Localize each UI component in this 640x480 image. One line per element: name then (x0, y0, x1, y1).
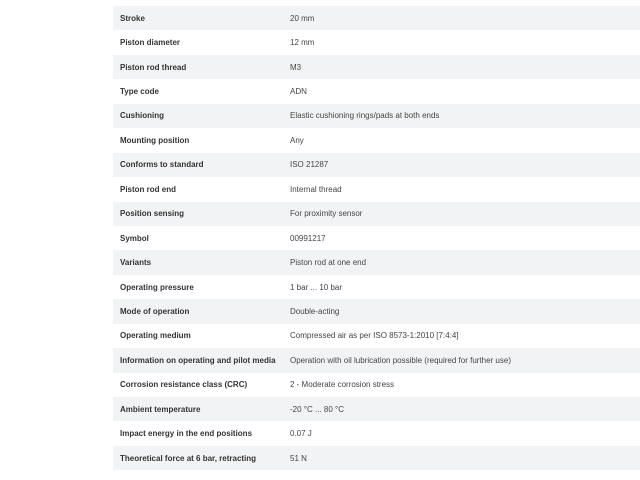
spec-key: Piston rod thread (120, 62, 187, 72)
spec-table (113, 6, 640, 470)
spec-value: 51 N (290, 453, 307, 463)
spec-row-ambient-temperature (113, 397, 640, 421)
spec-row-operating-pressure (113, 275, 640, 299)
spec-row-theoretical-force (113, 446, 640, 470)
spec-value: Elastic cushioning rings/pads at both ends (290, 111, 440, 121)
spec-row-piston-rod-end (113, 177, 640, 201)
spec-row-corrosion-resistance (113, 373, 640, 397)
spec-row-conforms-to-standard (113, 153, 640, 177)
spec-key: Impact energy in the end positions (120, 429, 253, 439)
spec-value: M3 (290, 62, 302, 72)
spec-row-piston-diameter (113, 30, 640, 54)
spec-key: Theoretical force at 6 bar, retracting (120, 453, 257, 463)
spec-key: Stroke (120, 13, 145, 23)
spec-row-operating-medium (113, 324, 640, 348)
spec-row-piston-rod-thread (113, 55, 640, 79)
spec-key: Ambient temperature (120, 404, 201, 414)
spec-row-position-sensing (113, 202, 640, 226)
spec-key: Piston diameter (120, 38, 181, 48)
spec-value: 1 bar ... 10 bar (290, 282, 343, 292)
spec-key: Operating medium (120, 331, 191, 341)
spec-value: Any (290, 135, 304, 145)
spec-value: 20 mm (290, 13, 315, 23)
spec-row-impact-energy (113, 421, 640, 445)
spec-key: Piston rod end (120, 184, 176, 194)
spec-row-mounting-position (113, 128, 640, 152)
spec-row-operating-pilot-media (113, 348, 640, 372)
spec-key: Variants (120, 258, 152, 268)
spec-value: Internal thread (290, 184, 342, 194)
spec-row-symbol (113, 226, 640, 250)
spec-value: -20 °C ... 80 °C (290, 404, 344, 414)
spec-value: Operation with oil lubrication possible (required for further use) (290, 355, 511, 365)
spec-row-stroke (113, 6, 640, 30)
spec-value: Compressed air as per ISO 8573-1:2010 [7:4:4] (290, 331, 459, 341)
spec-value: Double-acting (290, 306, 340, 316)
spec-key: Mounting position (120, 135, 190, 145)
spec-value: ADN (290, 87, 307, 97)
spec-row-variants (113, 250, 640, 274)
spec-key: Conforms to standard (120, 160, 204, 170)
spec-value: Piston rod at one end (290, 258, 367, 268)
spec-value: 12 mm (290, 38, 315, 48)
spec-key: Information on operating and pilot media (120, 355, 276, 365)
spec-key: Operating pressure (120, 282, 194, 292)
spec-key: Cushioning (120, 111, 164, 121)
spec-value: 2 - Moderate corrosion stress (290, 380, 395, 390)
spec-key: Position sensing (120, 209, 185, 219)
spec-value: 00991217 (290, 233, 326, 243)
spec-row-type-code (113, 79, 640, 103)
spec-key: Corrosion resistance class (CRC) (120, 380, 248, 390)
spec-row-mode-of-operation (113, 299, 640, 323)
spec-value: 0.07 J (290, 429, 312, 439)
spec-key: Symbol (120, 233, 149, 243)
spec-key: Type code (120, 87, 159, 97)
spec-value: For proximity sensor (290, 209, 363, 219)
spec-value: ISO 21287 (290, 160, 329, 170)
spec-key: Mode of operation (120, 306, 190, 316)
spec-row-cushioning (113, 104, 640, 128)
